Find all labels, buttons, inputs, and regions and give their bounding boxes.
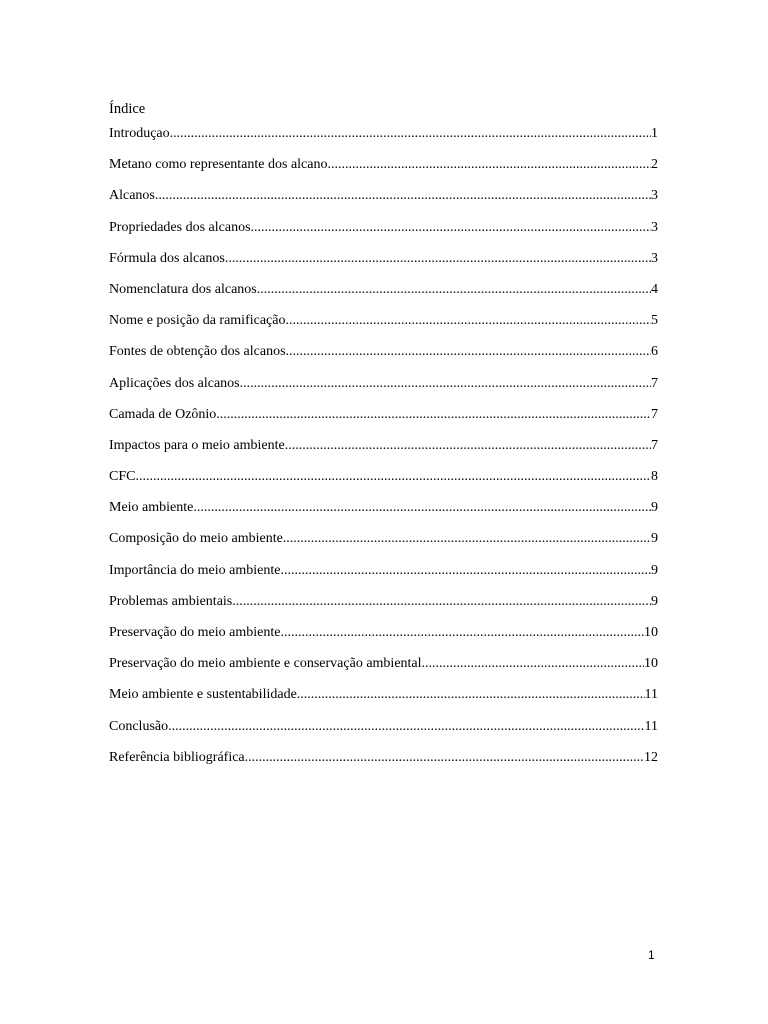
dot-leader <box>280 623 644 643</box>
toc-entry-page: 9 <box>651 593 658 609</box>
toc-entry-page: 4 <box>651 281 658 297</box>
toc-entry-page: 6 <box>651 344 658 360</box>
toc-entry[interactable] <box>109 124 658 155</box>
toc-entry[interactable] <box>109 561 658 592</box>
toc-entry-label: Composição do meio ambiente <box>109 531 283 547</box>
toc-entry-page: 9 <box>651 531 658 547</box>
toc-entry[interactable] <box>109 685 658 716</box>
dot-leader <box>170 124 651 144</box>
toc-entry[interactable] <box>109 717 658 748</box>
page-number: 1 <box>648 948 655 962</box>
dot-leader <box>327 155 651 175</box>
toc-entry[interactable] <box>109 374 658 405</box>
toc-entry[interactable] <box>109 498 658 529</box>
toc-entry-label: Impactos para o meio ambiente <box>109 437 285 453</box>
toc-entry-page: 1 <box>651 126 658 141</box>
toc-title: Índice <box>109 101 146 117</box>
toc-entry[interactable] <box>109 436 658 467</box>
toc-entry-label: Preservação do meio ambiente e conservação ambiental <box>109 656 422 672</box>
toc-entry[interactable] <box>109 155 658 186</box>
toc-entry-label: Fórmula dos alcanos <box>109 250 225 266</box>
dot-leader <box>422 654 644 674</box>
toc-entry[interactable] <box>109 654 658 685</box>
toc-entry[interactable] <box>109 280 658 311</box>
toc-entry-page: 11 <box>644 687 658 703</box>
toc-entry[interactable] <box>109 623 658 654</box>
toc-entry-page: 5 <box>651 313 658 329</box>
toc-entry[interactable] <box>109 249 658 280</box>
dot-leader <box>280 561 651 581</box>
toc-entry[interactable] <box>109 311 658 342</box>
dot-leader <box>232 592 651 612</box>
toc-entry-page: 8 <box>651 469 658 485</box>
dot-leader <box>168 717 644 737</box>
toc-entry-page: 7 <box>651 375 658 391</box>
toc-entry[interactable] <box>109 186 658 217</box>
toc-entry-label: Metano como representante dos alcano <box>109 157 328 173</box>
toc-entry-page: 7 <box>651 437 658 453</box>
toc-entry[interactable] <box>109 529 658 560</box>
toc-entry-label: Nomenclatura dos alcanos <box>109 281 257 297</box>
toc-entry-page: 3 <box>651 219 658 235</box>
dot-leader <box>135 467 651 487</box>
toc-entry-label: Introduçao <box>109 126 170 141</box>
dot-leader <box>240 374 651 394</box>
toc-entry[interactable] <box>109 748 658 779</box>
toc-entry-label: Alcanos <box>109 188 155 204</box>
toc-entry-page: 10 <box>644 656 658 672</box>
dot-leader <box>155 186 651 206</box>
dot-leader <box>216 405 651 425</box>
toc-entry[interactable] <box>109 592 658 623</box>
toc-entry-label: Conclusão <box>109 718 169 734</box>
table-of-contents <box>109 124 658 779</box>
dot-leader <box>251 218 651 238</box>
dot-leader <box>283 529 651 549</box>
toc-entry-label: Meio ambiente <box>109 500 194 516</box>
toc-entry-label: Nome e posição da ramificação <box>109 313 286 329</box>
toc-entry[interactable] <box>109 342 658 373</box>
toc-entry-label: Aplicações dos alcanos <box>109 375 240 391</box>
toc-entry[interactable] <box>109 218 658 249</box>
toc-entry-page: 10 <box>644 625 658 640</box>
toc-entry[interactable] <box>109 467 658 498</box>
dot-leader <box>286 342 651 362</box>
toc-entry[interactable] <box>109 405 658 436</box>
toc-entry-page: 3 <box>651 250 658 266</box>
toc-entry-page: 9 <box>651 562 658 578</box>
toc-entry-page: 11 <box>644 718 658 734</box>
dot-leader <box>245 748 644 768</box>
toc-entry-label: Fontes de obtenção dos alcanos <box>109 344 286 360</box>
toc-entry-label: Importância do meio ambiente <box>109 562 281 578</box>
toc-entry-page: 12 <box>644 749 658 765</box>
dot-leader <box>225 249 651 269</box>
toc-entry-label: Camada de Ozônio <box>109 406 217 422</box>
toc-entry-page: 2 <box>651 157 658 173</box>
toc-entry-page: 9 <box>651 500 658 516</box>
toc-entry-label: Propriedades dos alcanos <box>109 219 251 235</box>
toc-entry-label: Meio ambiente e sustentabilidade <box>109 687 297 703</box>
dot-leader <box>297 685 645 705</box>
toc-entry-page: 7 <box>651 406 658 422</box>
toc-entry-label: Problemas ambientais <box>109 593 233 609</box>
dot-leader <box>193 498 651 518</box>
toc-entry-label: Preservação do meio ambiente <box>109 625 281 640</box>
toc-entry-label: CFC <box>109 469 136 485</box>
dot-leader <box>285 311 651 331</box>
dot-leader <box>285 436 651 456</box>
dot-leader <box>257 280 651 300</box>
toc-entry-page: 3 <box>651 188 658 204</box>
toc-entry-label: Referência bibliográfica <box>109 749 245 765</box>
